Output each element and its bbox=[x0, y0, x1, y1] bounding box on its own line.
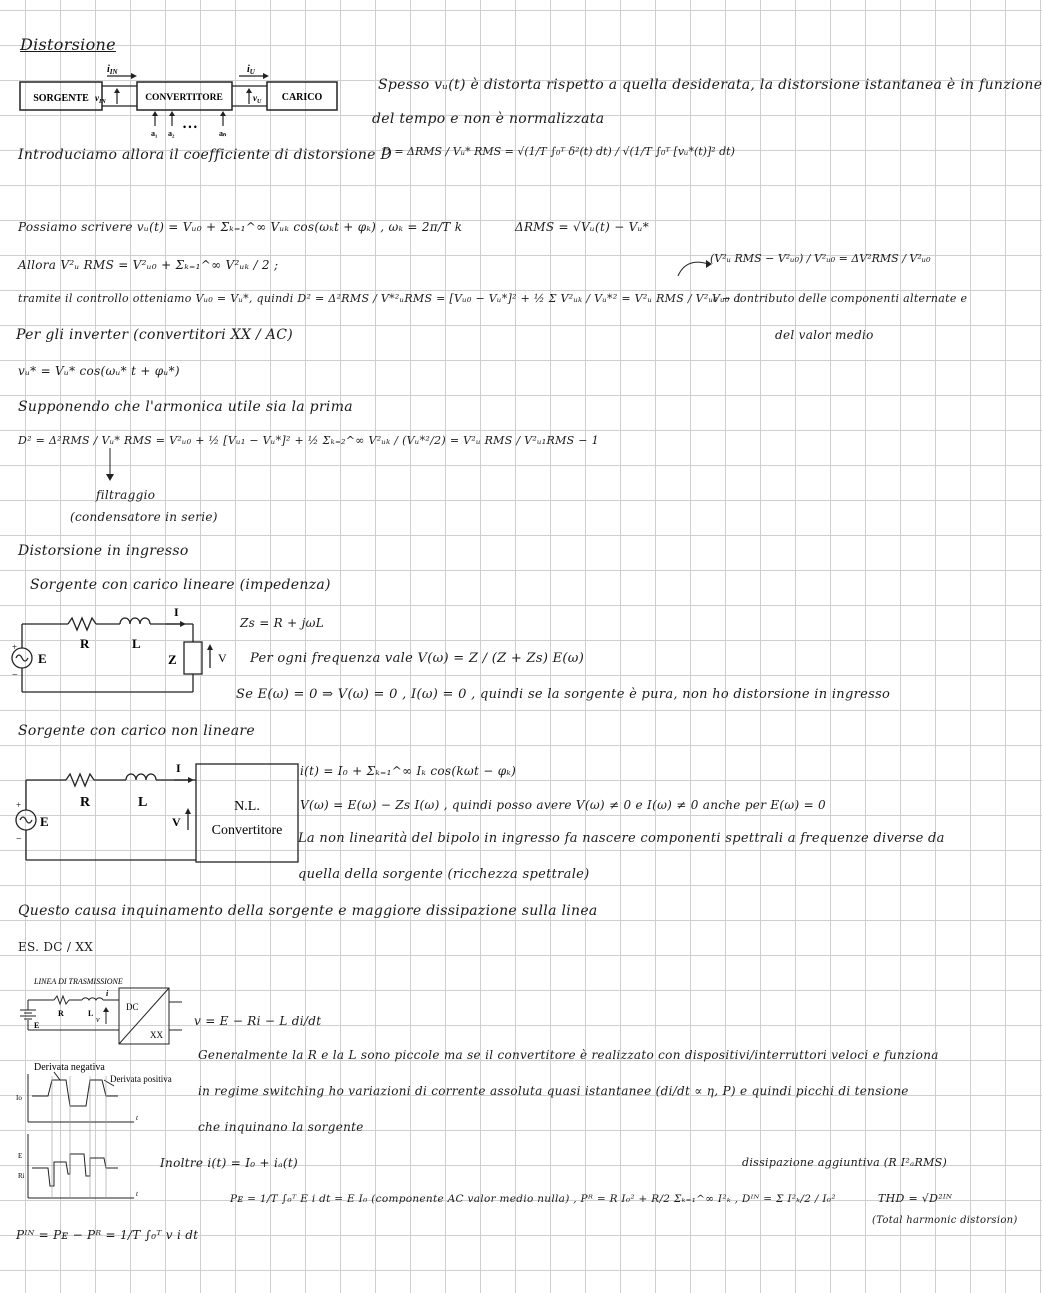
power-eq: Pᴇ = 1/T ∫₀ᵀ E i dt = E I₀ (componente AC valor medio nulla) , Pᴿ = R I₀² + R/2 Σₖ₌₁^∞ I²ₖ , Dᴵᴺ = Σ I²ₖ/2 / I₀² bbox=[230, 1193, 836, 1205]
zs-eq: Zs = R + jωL bbox=[240, 616, 324, 630]
note-general-1: Generalmente la R e la L sono piccole ma se il convertitore è realizzato con dispositivi/interruttori veloci e funziona bbox=[198, 1048, 939, 1062]
circuit3-e: E bbox=[34, 1021, 40, 1030]
svg-text:+: + bbox=[12, 642, 18, 652]
section-distorsione-ingresso: Distorsione in ingresso bbox=[18, 543, 189, 559]
note-possiamo: Possiamo scrivere vᵤ(t) = Vᵤ₀ + Σₖ₌₁^∞ Vᵤₖ cos(ωₖt + φₖ) , ωₖ = 2π/T k bbox=[18, 220, 463, 234]
thd-eq: THD = √D²ᴵᴺ bbox=[878, 1192, 953, 1205]
circuit1-e: E bbox=[38, 651, 47, 666]
down-arrow-icon bbox=[104, 448, 116, 482]
circuit3-r: R bbox=[58, 1009, 64, 1018]
circuit2-converter: Convertitore bbox=[211, 823, 283, 838]
thd-note: (Total harmonic distorsion) bbox=[872, 1215, 1018, 1226]
circuit3-dc: DC bbox=[126, 1002, 139, 1012]
svg-text:−: − bbox=[16, 834, 22, 845]
control-a2: a₂ bbox=[168, 129, 175, 138]
circuit1-l: L bbox=[132, 636, 141, 651]
pin-eq: Pᴵᴺ = Pᴇ − Pᴿ = 1/T ∫₀ᵀ v i dt bbox=[16, 1228, 199, 1242]
note-la-non: La non linearità del bipolo in ingresso fa nascere componenti spettrali a frequenze diverse da bbox=[298, 831, 945, 846]
v-u-label: $v_U$ bbox=[253, 93, 262, 105]
svg-text:−: − bbox=[12, 670, 18, 681]
i-t-eq: i(t) = I₀ + Σₖ₌₁^∞ Iₖ cos(kωt − φₖ) bbox=[300, 764, 517, 778]
source-block: SORGENTE bbox=[33, 93, 89, 104]
load-block: CARICO bbox=[281, 92, 323, 103]
circuit2-v: V bbox=[172, 815, 181, 829]
note-spesso: Spesso vᵤ(t) è distorta rispetto a quella desiderata, la distorsione istantanea è in funzione bbox=[378, 77, 1042, 93]
note-dissipazione: dissipazione aggiuntiva (R I²ₐRMS) bbox=[742, 1156, 948, 1169]
note-introduciamo: Introduciamo allora il coefficiente di distorsione D bbox=[18, 147, 393, 163]
circuit2-nl: N.L. bbox=[234, 799, 260, 814]
example-label: ES. DC / XX bbox=[18, 940, 94, 954]
control-a1: a₁ bbox=[151, 129, 158, 138]
wave-ri: Ri bbox=[18, 1172, 25, 1180]
arrow-icon bbox=[676, 258, 712, 278]
wave-pos-label: Derivata positiva bbox=[110, 1074, 172, 1084]
current-waveform-plot bbox=[14, 1058, 204, 1206]
note-condensatore: (condensatore in serie) bbox=[70, 510, 218, 524]
v-in-label: $v_{IN}$ bbox=[95, 93, 106, 105]
circuit3-i: i bbox=[106, 989, 109, 998]
circuit1-v: V bbox=[218, 651, 227, 665]
page-title: Distorsione bbox=[20, 35, 116, 54]
note-se-e: Se E(ω) = 0 ⇒ V(ω) = 0 , I(ω) = 0 , quindi se la sorgente è pura, non ho distorsione in ingresso bbox=[236, 687, 891, 702]
v-w-eq: V(ω) = E(ω) − Zs I(ω) , quindi posso avere V(ω) ≠ 0 e I(ω) ≠ 0 anche per E(ω) = 0 bbox=[300, 798, 826, 812]
wave-neg-label: Derivata negativa bbox=[34, 1062, 105, 1073]
note-supponendo: Supponendo che l'armonica utile sia la prima bbox=[18, 399, 353, 415]
transmission-line-circuit bbox=[14, 970, 184, 1050]
vu-star-eq: vᵤ* = Vᵤ* cos(ωᵤ* t + φᵤ*) bbox=[18, 364, 180, 378]
linear-load-circuit bbox=[8, 598, 238, 698]
note-per-ogni: Per ogni frequenza vale V(ω) = Z / (Z + Zs) E(ω) bbox=[250, 651, 585, 666]
circuit2-e: E bbox=[40, 814, 49, 829]
circuit3-v: v bbox=[96, 1015, 100, 1024]
i-u-label: $i_U$ bbox=[247, 64, 255, 76]
note-general-2: in regime switching ho variazioni di corrente assoluta quasi istantanee (di/dt ∝ η, P) e quindi picchi di tensione bbox=[198, 1084, 909, 1098]
side-note-1: Vᵤ₀ contributo delle componenti alternate e bbox=[712, 292, 968, 305]
circuit3-xx: XX bbox=[150, 1030, 163, 1040]
converter-block: CONVERTITORE bbox=[145, 93, 223, 103]
note-sorgente-lineare: Sorgente con carico lineare (impedenza) bbox=[30, 577, 331, 593]
side-fraction-eq: (V²ᵤ RMS − V²ᵤ₀) / V²ᵤ₀ = ΔV²RMS / V²ᵤ₀ bbox=[710, 252, 931, 265]
circuit1-z: Z bbox=[168, 652, 177, 667]
note-spesso-2: del tempo e non è normalizzata bbox=[372, 111, 605, 127]
svg-text:+: + bbox=[16, 800, 22, 810]
nonlinear-load-circuit bbox=[8, 758, 298, 868]
wave-e: E bbox=[18, 1152, 23, 1160]
converter-block-diagram bbox=[15, 60, 365, 140]
circuit2-l: L bbox=[138, 795, 148, 810]
note-filtraggio: filtraggio bbox=[96, 488, 156, 502]
d2-inverter-eq: D² = Δ²RMS / Vᵤ* RMS = V²ᵤ₀ + ½ [Vᵤ₁ − Vᵤ*]² + ½ Σₖ₌₂^∞ V²ᵤₖ / (Vᵤ*²/2) = V²ᵤ RMS / V²ᵤ₁RMS − 1 bbox=[18, 434, 599, 447]
note-sorgente-non-lineare: Sorgente con carico non lineare bbox=[18, 723, 255, 739]
wave-io: Io bbox=[16, 1094, 22, 1102]
note-la-non-2: quella della sorgente (ricchezza spettrale) bbox=[298, 867, 590, 882]
delta-rms-eq: ΔRMS = √Vᵤ(t) − Vᵤ* bbox=[515, 220, 650, 234]
circuit3-linea: LINEA DI TRASMISSIONE bbox=[34, 977, 123, 986]
note-questo: Questo causa inquinamento della sorgente e maggiore dissipazione sulla linea bbox=[18, 903, 598, 919]
note-general-3: che inquinano la sorgente bbox=[198, 1120, 364, 1134]
note-tramite: tramite il controllo otteniamo Vᵤ₀ = Vᵤ*, quindi D² = Δ²RMS / V*²ᵤRMS = [Vᵤ₀ − Vᵤ*]² + ½ Σ V²ᵤₖ / Vᵤ*² = V²ᵤ RMS / V²ᵤ₀ − 1 bbox=[18, 292, 743, 305]
v-line-eq: v = E − Ri − L di/dt bbox=[194, 1014, 322, 1028]
side-note-2: del valor medio bbox=[775, 328, 874, 342]
control-an: aₙ bbox=[219, 129, 227, 138]
distortion-coefficient-eq: D = ΔRMS / Vᵤ* RMS = √(1/T ∫₀ᵀ δ²(t) dt) / √(1/T ∫₀ᵀ [vᵤ*(t)]² dt) bbox=[382, 145, 735, 158]
note-per-gli: Per gli inverter (convertitori XX / AC) bbox=[16, 327, 293, 343]
circuit1-r: R bbox=[80, 636, 90, 651]
i-in-label: $i_{IN}$ bbox=[107, 64, 118, 76]
circuit3-l: L bbox=[88, 1009, 94, 1018]
note-allora: Allora V²ᵤ RMS = V²ᵤ₀ + Σₖ₌₁^∞ V²ᵤₖ / 2 ; bbox=[18, 258, 279, 272]
control-dots: • • • bbox=[183, 122, 197, 132]
wave-t1: t bbox=[136, 1114, 138, 1122]
note-inoltre: Inoltre i(t) = I₀ + iₐ(t) bbox=[160, 1156, 298, 1170]
circuit2-i: I bbox=[176, 761, 181, 775]
circuit2-r: R bbox=[80, 795, 91, 810]
circuit1-i: I bbox=[174, 605, 179, 619]
wave-t2: t bbox=[136, 1190, 138, 1198]
